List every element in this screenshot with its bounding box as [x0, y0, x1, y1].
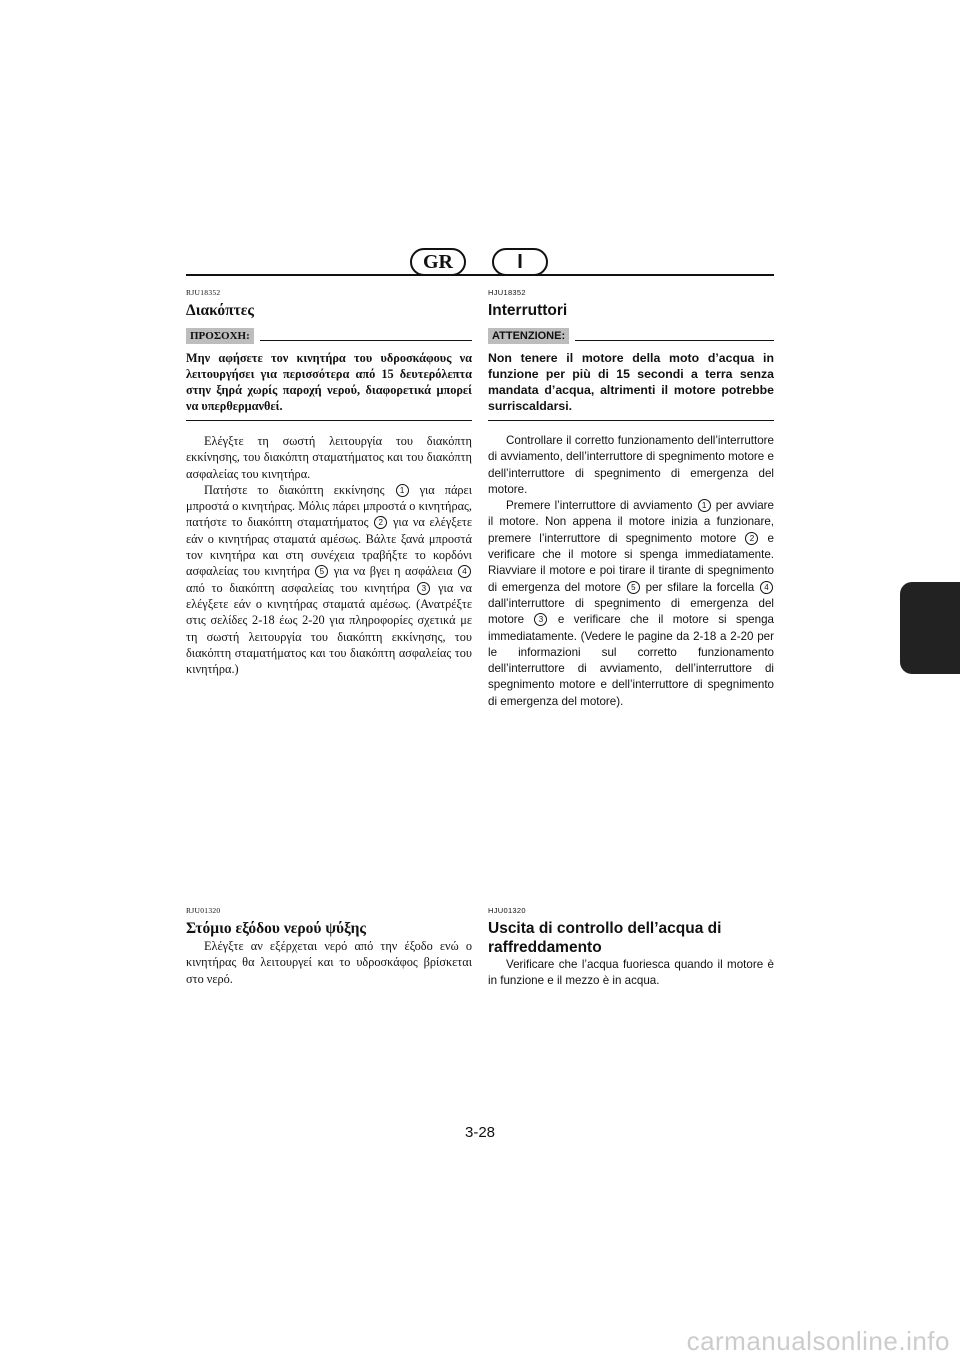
paragraph-text: για να βγει η ασφάλεια: [333, 564, 453, 579]
ref-number-1: 1: [396, 484, 409, 497]
paragraph-text: dall’interruttore di spegnimento di emergenza del motore: [488, 596, 774, 627]
paragraph: [488, 498, 774, 710]
greek-cooling-outlet-section: [186, 906, 472, 987]
page-header: [186, 248, 774, 278]
language-badge-greek: GR: [410, 248, 466, 276]
paragraph-text: Πατήστε το διακόπτη εκκίνησης: [204, 482, 385, 497]
section-title: Interruttori: [488, 302, 568, 319]
section-code: RJU01320: [186, 906, 221, 915]
paragraph-text: για πάρει μπροστά ο κινητήρας. Μόλις πάρει μπροστά ο κινητήρας, πατήστε το διακόπτη σταματήματος: [186, 482, 473, 530]
paragraph-text: από το διακόπτη ασφαλείας του κινητήρα: [186, 580, 410, 595]
warning-header: [186, 328, 472, 344]
paragraph: Ελέγξτε τη σωστή λειτουργία του διακόπτη εκκίνησης, του διακόπτη σταματήματος και του διακόπτη ασφαλείας του κινητήρα.: [186, 434, 472, 481]
paragraph-text: per sfilare la forcella: [645, 580, 755, 594]
paragraph-text: Premere l’interruttore di avviamento: [506, 499, 693, 513]
ref-number-5: 5: [315, 565, 328, 578]
watermark: carmanualsonline.info: [686, 1326, 950, 1356]
chapter-tab-marker: [900, 582, 960, 674]
ref-number-3: 3: [417, 582, 430, 595]
section-code: RJU18352: [186, 288, 221, 297]
warning-label: ATTENZIONE:: [488, 328, 569, 344]
paragraph-text: e verificare che il motore si spenga immediatamente. (Vedere le pagine da 2-18 a 2-20 per le informazioni sul corretto funzionamento dell’interruttore di avviamento, dell’interruttore di spegnimento motore e dell’interruttore di spegnimento di emergenza del motore).: [488, 613, 774, 708]
paragraph: [186, 482, 472, 678]
ref-number-4: 4: [458, 565, 471, 578]
paragraph-text: e verificare che il motore si spenga immediatamente. Riavviare il motore e poi tirare il tirante di spegnimento di emergenza del motore: [488, 531, 774, 594]
section-title: Στόμιο εξόδου νερού ψύξης: [186, 920, 366, 937]
language-badge-italian: I: [492, 248, 548, 276]
section-title: Uscita di controllo dell’acqua di raffreddamento: [488, 920, 722, 956]
page-number: 3-28: [464, 1124, 496, 1141]
section-title: Διακόπτες: [186, 302, 254, 319]
paragraph-text: για να ελέγξετε εάν ο κινητήρας σταματά αμέσως. (Ανατρέξτε στις σελίδες 2-18 έως 2-20 για πληροφορίες σχετικά με τη σωστή λειτουργία του διακόπτη εκκίνησης, του διακόπτη σταματήματος και του διακόπτη ασφαλείας του κινητήρα.): [186, 580, 472, 677]
warning-text: Μην αφήσετε τον κινητήρα του υδροσκάφους να λειτουργήσει για περισσότερα από 15 δευτερόλεπτα στην ξηρά χωρίς παροχή νερού, διαφορετικά μπορεί να υπερθερμανθεί.: [186, 351, 472, 413]
ref-number-5: 5: [627, 581, 640, 594]
paragraph-text: per avviare il motore. Non appena il motore inizia a funzionare, premere l’interruttore di spegnimento motore: [488, 499, 774, 545]
paragraph: Ελέγξτε αν εξέρχεται νερό από την έξοδο ενώ ο κινητήρας θα λειτουργεί και το υδροσκάφος βρίσκεται στο νερό.: [186, 939, 472, 986]
paragraph-text: για να ελέγξετε εάν ο κινητήρας σταματά αμέσως. Βάλτε ξανά μπροστά τον κινητήρα και στη συνέχεια τραβήξτε το κορδόνι ασφαλείας του κινητήρα: [186, 515, 473, 579]
ref-number-3: 3: [534, 613, 547, 626]
paragraph: Controllare il corretto funzionamento dell’interruttore di avviamento, dell’interruttore di spegnimento motore e dell’interruttore di spegnimento di emergenza del motore.: [488, 434, 774, 496]
greek-switches-section: [186, 288, 472, 677]
paragraph: Verificare che l’acqua fuoriesca quando il motore è in funzione e il mezzo è in acqua.: [488, 958, 774, 988]
ref-number-1: 1: [698, 499, 711, 512]
ref-number-2: 2: [374, 516, 387, 529]
warning-rule: [186, 420, 472, 421]
section-code: HJU18352: [488, 288, 526, 297]
warning-label: ΠΡΟΣΟΧΗ:: [186, 328, 254, 344]
warning-rule: [488, 420, 774, 421]
warning-line: [260, 340, 472, 341]
warning-header: [488, 328, 774, 344]
section-code: HJU01320: [488, 906, 526, 915]
ref-number-2: 2: [745, 532, 758, 545]
ref-number-4: 4: [760, 581, 773, 594]
warning-line: [575, 340, 774, 341]
warning-text: Non tenere il motore della moto d’acqua in funzione per più di 15 secondi a terra senza mandata d’acqua, altrimenti il motore potrebbe surriscaldarsi.: [488, 351, 774, 413]
italian-cooling-outlet-section: [488, 906, 774, 990]
italian-switches-section: [488, 288, 774, 710]
header-rule: [186, 274, 774, 276]
